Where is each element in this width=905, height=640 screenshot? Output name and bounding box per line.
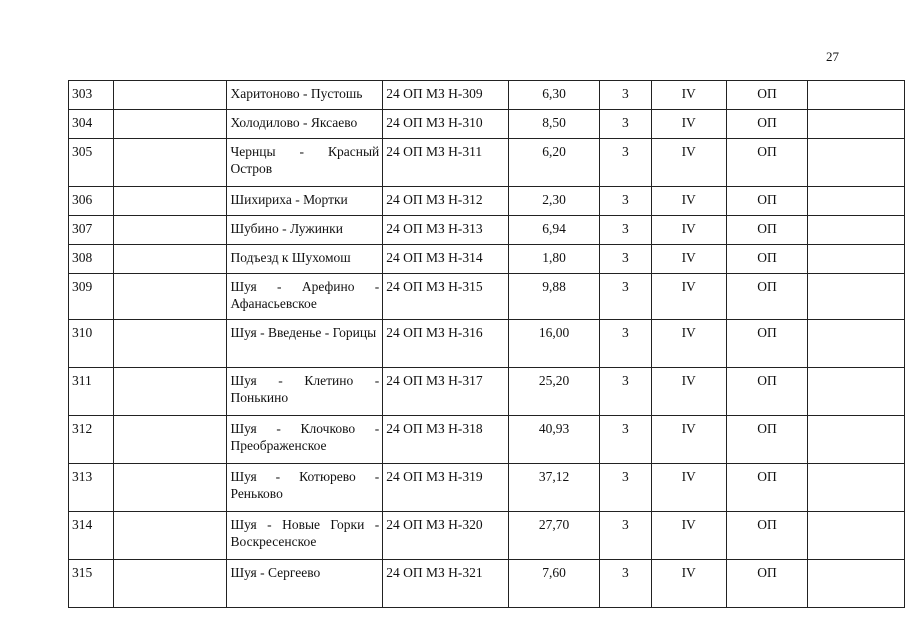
empty-cell xyxy=(808,464,905,512)
roads-table xyxy=(68,80,905,608)
table-row xyxy=(69,416,905,464)
empty-cell xyxy=(808,512,905,560)
empty-cell xyxy=(113,216,227,245)
page-number: 27 xyxy=(826,49,839,64)
road-category: 3 xyxy=(599,187,651,216)
row-number: 311 xyxy=(69,368,114,416)
row-number: 312 xyxy=(69,416,114,464)
empty-cell xyxy=(113,464,227,512)
road-length: 1,80 xyxy=(509,245,600,274)
road-name: Шуя - Введенье - Горицы xyxy=(227,320,383,368)
empty-cell xyxy=(808,560,905,608)
empty-cell xyxy=(808,368,905,416)
road-class: IV xyxy=(651,110,726,139)
road-class: IV xyxy=(651,560,726,608)
road-category: 3 xyxy=(599,464,651,512)
road-length: 9,88 xyxy=(509,274,600,320)
road-significance: ОП xyxy=(726,274,808,320)
table-row xyxy=(69,368,905,416)
road-id: 24 ОП МЗ Н-313 xyxy=(383,216,509,245)
table-row xyxy=(69,320,905,368)
table-row xyxy=(69,187,905,216)
empty-cell xyxy=(808,139,905,187)
empty-cell xyxy=(113,368,227,416)
road-id: 24 ОП МЗ Н-310 xyxy=(383,110,509,139)
road-class: IV xyxy=(651,512,726,560)
road-significance: ОП xyxy=(726,245,808,274)
empty-cell xyxy=(113,245,227,274)
empty-cell xyxy=(808,274,905,320)
road-class: IV xyxy=(651,139,726,187)
road-significance: ОП xyxy=(726,187,808,216)
road-significance: ОП xyxy=(726,139,808,187)
row-number: 315 xyxy=(69,560,114,608)
table-row xyxy=(69,274,905,320)
road-category: 3 xyxy=(599,81,651,110)
empty-cell xyxy=(113,139,227,187)
road-length: 25,20 xyxy=(509,368,600,416)
road-class: IV xyxy=(651,187,726,216)
road-length: 8,50 xyxy=(509,110,600,139)
road-name: Шуя - Сергеево xyxy=(227,560,383,608)
road-class: IV xyxy=(651,416,726,464)
empty-cell xyxy=(808,416,905,464)
road-significance: ОП xyxy=(726,216,808,245)
table-row xyxy=(69,110,905,139)
table-row xyxy=(69,512,905,560)
road-name: Шуя - Котюрево - Реньково xyxy=(227,464,383,512)
road-name: Подъезд к Шухомош xyxy=(227,245,383,274)
road-category: 3 xyxy=(599,216,651,245)
road-id: 24 ОП МЗ Н-309 xyxy=(383,81,509,110)
road-length: 7,60 xyxy=(509,560,600,608)
road-category: 3 xyxy=(599,245,651,274)
road-length: 6,30 xyxy=(509,81,600,110)
road-name: Шуя - Новые Горки - Воскресенское xyxy=(227,512,383,560)
empty-cell xyxy=(808,216,905,245)
road-id: 24 ОП МЗ Н-312 xyxy=(383,187,509,216)
empty-cell xyxy=(113,110,227,139)
road-class: IV xyxy=(651,245,726,274)
road-name: Чернцы - Красный Остров xyxy=(227,139,383,187)
empty-cell xyxy=(808,110,905,139)
row-number: 305 xyxy=(69,139,114,187)
road-significance: ОП xyxy=(726,416,808,464)
road-id: 24 ОП МЗ Н-311 xyxy=(383,139,509,187)
road-length: 40,93 xyxy=(509,416,600,464)
road-class: IV xyxy=(651,274,726,320)
road-id: 24 ОП МЗ Н-320 xyxy=(383,512,509,560)
table-row xyxy=(69,464,905,512)
road-name: Шубино - Лужинки xyxy=(227,216,383,245)
empty-cell xyxy=(113,187,227,216)
table-row xyxy=(69,139,905,187)
empty-cell xyxy=(113,560,227,608)
empty-cell xyxy=(808,245,905,274)
road-name: Шуя - Арефино - Афанасьевское xyxy=(227,274,383,320)
road-length: 27,70 xyxy=(509,512,600,560)
road-id: 24 ОП МЗ Н-318 xyxy=(383,416,509,464)
road-length: 2,30 xyxy=(509,187,600,216)
road-name: Холодилово - Яксаево xyxy=(227,110,383,139)
row-number: 309 xyxy=(69,274,114,320)
road-category: 3 xyxy=(599,320,651,368)
empty-cell xyxy=(808,320,905,368)
road-id: 24 ОП МЗ Н-316 xyxy=(383,320,509,368)
road-id: 24 ОП МЗ Н-319 xyxy=(383,464,509,512)
road-name: Шихириха - Мортки xyxy=(227,187,383,216)
road-name: Харитоново - Пустошь xyxy=(227,81,383,110)
road-class: IV xyxy=(651,216,726,245)
road-category: 3 xyxy=(599,139,651,187)
empty-cell xyxy=(113,320,227,368)
road-category: 3 xyxy=(599,416,651,464)
road-significance: ОП xyxy=(726,512,808,560)
road-length: 6,94 xyxy=(509,216,600,245)
road-significance: ОП xyxy=(726,320,808,368)
road-name: Шуя - Клочково - Преображенское xyxy=(227,416,383,464)
road-class: IV xyxy=(651,464,726,512)
empty-cell xyxy=(113,274,227,320)
empty-cell xyxy=(113,416,227,464)
road-significance: ОП xyxy=(726,464,808,512)
road-category: 3 xyxy=(599,274,651,320)
table-row xyxy=(69,560,905,608)
road-id: 24 ОП МЗ Н-317 xyxy=(383,368,509,416)
road-category: 3 xyxy=(599,110,651,139)
road-name: Шуя - Клетино - Понькино xyxy=(227,368,383,416)
row-number: 313 xyxy=(69,464,114,512)
road-significance: ОП xyxy=(726,368,808,416)
row-number: 303 xyxy=(69,81,114,110)
road-id: 24 ОП МЗ Н-315 xyxy=(383,274,509,320)
empty-cell xyxy=(808,81,905,110)
row-number: 310 xyxy=(69,320,114,368)
table-row xyxy=(69,245,905,274)
road-class: IV xyxy=(651,368,726,416)
empty-cell xyxy=(808,187,905,216)
road-length: 6,20 xyxy=(509,139,600,187)
table-row xyxy=(69,81,905,110)
road-length: 37,12 xyxy=(509,464,600,512)
table-row xyxy=(69,216,905,245)
road-significance: ОП xyxy=(726,110,808,139)
road-category: 3 xyxy=(599,512,651,560)
empty-cell xyxy=(113,81,227,110)
row-number: 307 xyxy=(69,216,114,245)
road-id: 24 ОП МЗ Н-321 xyxy=(383,560,509,608)
road-significance: ОП xyxy=(726,81,808,110)
row-number: 304 xyxy=(69,110,114,139)
road-class: IV xyxy=(651,320,726,368)
empty-cell xyxy=(113,512,227,560)
row-number: 306 xyxy=(69,187,114,216)
row-number: 308 xyxy=(69,245,114,274)
road-category: 3 xyxy=(599,368,651,416)
road-length: 16,00 xyxy=(509,320,600,368)
road-significance: ОП xyxy=(726,560,808,608)
road-category: 3 xyxy=(599,560,651,608)
row-number: 314 xyxy=(69,512,114,560)
road-id: 24 ОП МЗ Н-314 xyxy=(383,245,509,274)
road-class: IV xyxy=(651,81,726,110)
